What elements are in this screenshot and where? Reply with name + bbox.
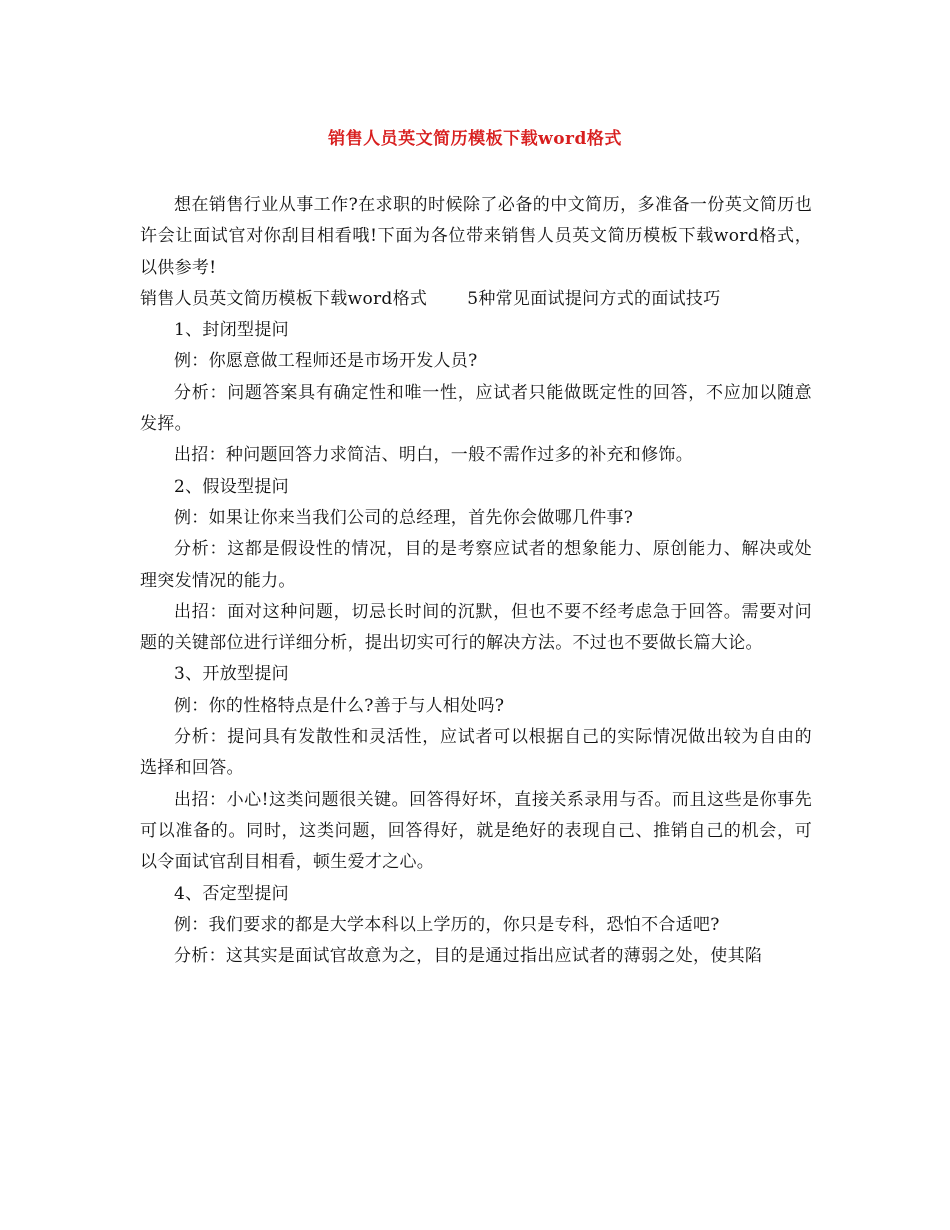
section-1-heading: 1、封闭型提问 (174, 320, 289, 341)
section-3-analysis: 分析：提问具有发散性和灵活性，应试者可以根据自己的实际情况做出较为自由的选择和回答。 (140, 727, 812, 779)
section-3-heading: 3、开放型提问 (174, 664, 289, 685)
subheading-left: 销售人员英文简历模板下载word格式 (140, 288, 428, 309)
section-2-tip: 出招：面对这种问题，切忌长时间的沉默，但也不要不经考虑急于回答。需要对问题的关键部位进行详细分析，提出切实可行的解决方法。不过也不要做长篇大论。 (140, 601, 812, 654)
document-body (140, 190, 812, 972)
section-4-heading: 4、否定型提问 (174, 883, 289, 904)
subheading-right: 5种常见面试提问方式的面试技巧 (467, 288, 721, 309)
intro-paragraph: 想在销售行业从事工作?在求职的时候除了必备的中文简历，多准备一份英文简历也许会让面试官对你刮目相看哦!下面为各位带来销售人员英文简历模板下载word格式，以供参考! (140, 195, 812, 278)
section-2-example: 例：如果让你来当我们公司的总经理，首先你会做哪几件事? (174, 507, 634, 528)
section-1-tip: 出招：种问题回答力求简洁、明白，一般不需作过多的补充和修饰。 (174, 445, 693, 466)
document-title: 销售人员英文简历模板下载word格式 (328, 129, 622, 149)
section-2-analysis: 分析：这都是假设性的情况，目的是考察应试者的想象能力、原创能力、解决或处理突发情况的能力。 (140, 539, 812, 591)
section-4-example: 例：我们要求的都是大学本科以上学历的，你只是专科，恐怕不合适吧? (174, 914, 720, 935)
section-1-example: 例：你愿意做工程师还是市场开发人员? (174, 351, 478, 372)
section-3-tip: 出招：小心!这类问题很关键。回答得好坏，直接关系录用与否。而且这些是你事先可以准备的。同时，这类问题，回答得好，就是绝好的表现自己、推销自己的机会，可以令面试官刮目相看，顿生爱才之心。 (140, 789, 812, 873)
section-1-analysis: 分析：问题答案具有确定性和唯一性，应试者只能做既定性的回答，不应加以随意发挥。 (140, 382, 812, 435)
section-3-example: 例：你的性格特点是什么?善于与人相处吗? (174, 695, 505, 716)
subheading-line (140, 284, 812, 315)
section-2-heading: 2、假设型提问 (174, 476, 289, 497)
section-4-analysis: 分析：这其实是面试官故意为之，目的是通过指出应试者的薄弱之处，使其陷 (174, 946, 763, 967)
